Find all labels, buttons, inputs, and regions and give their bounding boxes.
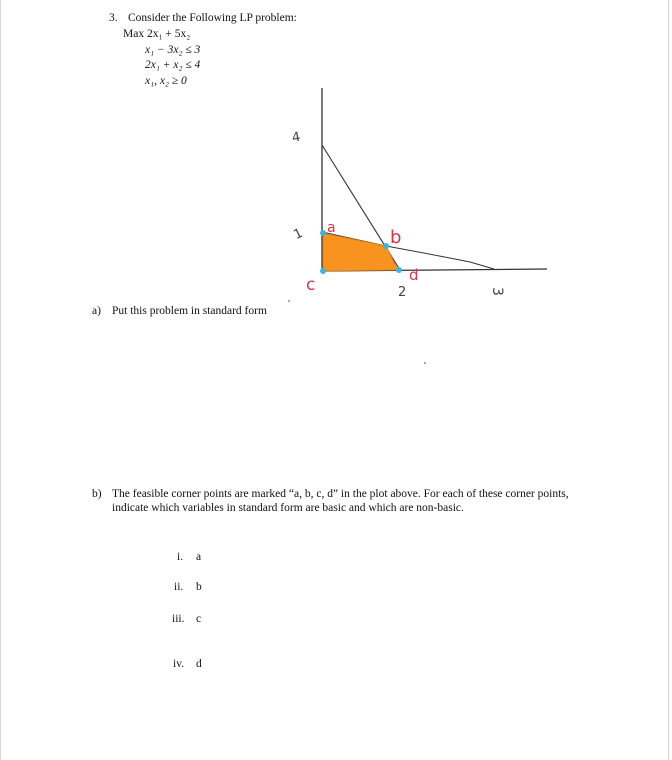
objective-function: Max 2x₁ + 5x₂ (123, 28, 191, 40)
hand-label-point-d: d (409, 266, 419, 284)
constraint-1: x₁ − 3x₂ ≤ 3 (145, 44, 201, 56)
item-iv-numeral: iv. (173, 658, 185, 670)
corner-point-d (396, 267, 402, 273)
corner-point-a (320, 230, 326, 236)
feasible-region (323, 233, 398, 271)
constraint-nonneg: x₁, x₂ ≥ 0 (145, 75, 187, 87)
question-number: 3. (109, 12, 118, 24)
hand-label-y-mark: 1 (291, 225, 306, 243)
item-i-numeral: i. (177, 551, 184, 563)
item-iii-letter: c (196, 613, 202, 625)
item-i-letter: a (196, 551, 202, 563)
item-iv-letter: d (196, 658, 202, 670)
part-b-label: b) (92, 488, 102, 500)
question-title: Consider the Following LP problem: (128, 12, 297, 24)
constraint-2: 2x₁ + x₂ ≤ 4 (145, 59, 201, 71)
part-b-text: The feasible corner points are marked “a, b, c, d” in the plot above. For each of these corner points, indicate which variables in standard form are basic and which are non-basic. (112, 488, 569, 514)
hand-label-x-mark-2: 2 (398, 285, 407, 300)
hand-label-point-b: b (390, 227, 402, 248)
item-ii-numeral: ii. (174, 581, 184, 593)
ink-speck (424, 362, 426, 364)
part-a-text: Put this problem in standard form (112, 305, 267, 317)
ink-speck (288, 300, 290, 302)
item-ii-letter: b (196, 581, 202, 593)
corner-point-c (320, 268, 326, 274)
hand-label-point-c: c (306, 275, 316, 295)
hand-label-y-intercept: 4 (290, 129, 302, 146)
corner-point-b (383, 243, 389, 249)
part-a-label: a) (92, 305, 101, 317)
hand-label-point-a: a (327, 220, 336, 236)
hand-label-x-mark-3: 3 (489, 287, 505, 296)
item-iii-numeral: iii. (172, 613, 185, 625)
